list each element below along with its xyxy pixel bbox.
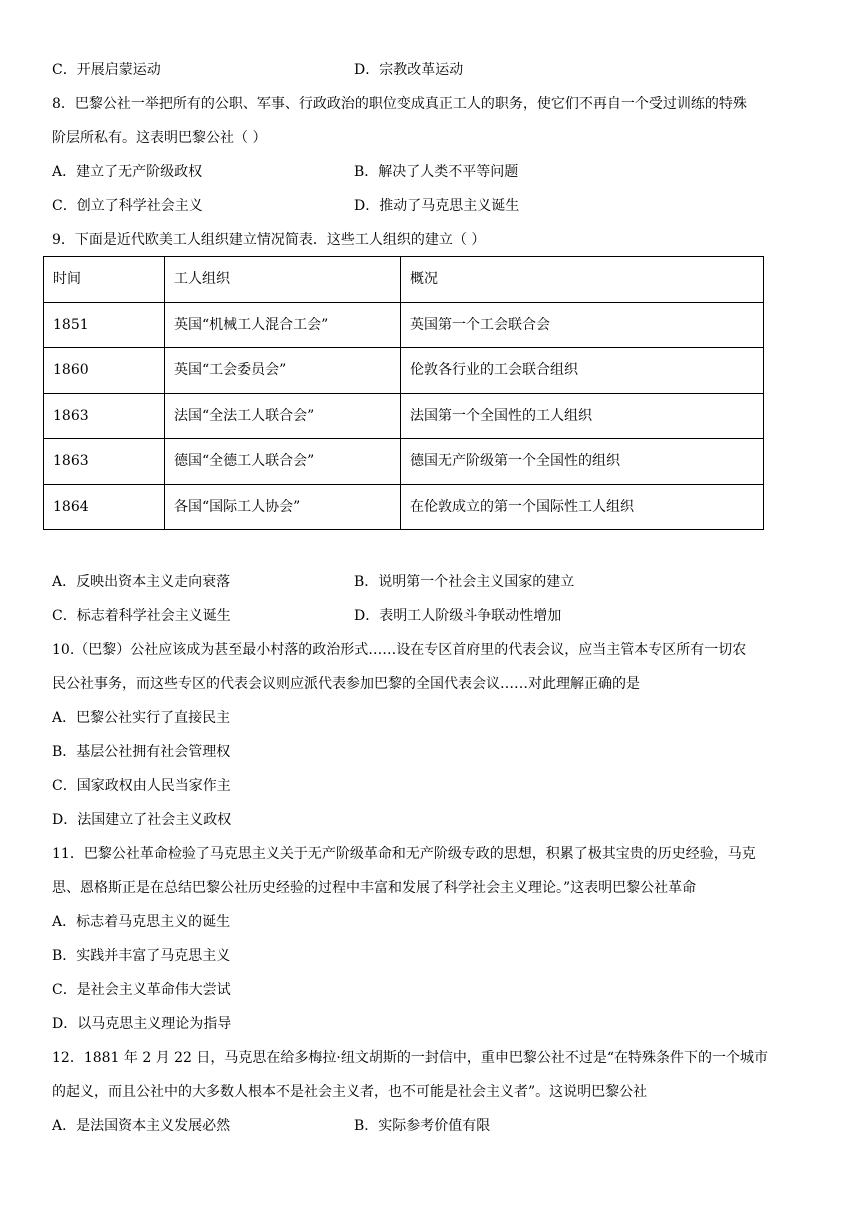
q8-option-b[interactable]: B．解决了人类不平等问题 [354, 164, 519, 180]
q10-stem-line-2: 民公社事务，而这些专区的代表会议则应派代表参加巴黎的全国代表会议……对此理解正确的是 [52, 676, 640, 692]
table-row [44, 302, 764, 348]
table-cell: 英国第一个工会联合会 [401, 302, 764, 348]
q11-option-d[interactable]: D．以马克思主义理论为指导 [52, 1016, 232, 1032]
q10-option-b[interactable]: B．基层公社拥有社会管理权 [52, 744, 231, 760]
table-row [44, 393, 764, 439]
q10-stem-line-1: 10.（巴黎）公社应该成为甚至最小村落的政治形式……设在专区首府里的代表会议，应当主管本专区所有一切农 [52, 642, 747, 658]
q9-option-a[interactable]: A．反映出资本主义走向衰落 [52, 574, 231, 590]
q8-option-a[interactable]: A．建立了无产阶级政权 [52, 164, 203, 180]
q8-stem-line-1: 8．巴黎公社一举把所有的公职、军事、行政政治的职位变成真正工人的职务，使它们不再自一个受过训练的特殊 [52, 96, 747, 112]
q9-option-d[interactable]: D．表明工人阶级斗争联动性增加 [354, 608, 562, 624]
q8-stem-line-2: 阶层所私有。这表明巴黎公社（ ） [52, 130, 267, 146]
table-header-row [44, 257, 764, 303]
q8-option-c[interactable]: C．创立了科学社会主义 [52, 198, 203, 214]
table-header-cell: 概况 [401, 257, 764, 303]
table-cell: 伦敦各行业的工会联合组织 [401, 348, 764, 394]
table-cell: 德国无产阶级第一个全国性的组织 [401, 439, 764, 485]
q11-option-b[interactable]: B．实践并丰富了马克思主义 [52, 948, 231, 964]
q8-option-d[interactable]: D．推动了马克思主义诞生 [354, 198, 520, 214]
q12-option-b[interactable]: B．实际参考价值有限 [354, 1118, 491, 1134]
q12-stem-line-2: 的起义，而且公社中的大多数人根本不是社会主义者，也不可能是社会主义者”。这说明巴黎公社 [52, 1084, 648, 1100]
table-cell: 1851 [44, 302, 165, 348]
table-cell: 1860 [44, 348, 165, 394]
q11-stem-line-1: 11．巴黎公社革命检验了马克思主义关于无产阶级革命和无产阶级专政的思想，积累了极其宝贵的历史经验，马克 [52, 846, 756, 862]
table-cell: 1863 [44, 439, 165, 485]
table-cell: 英国“工会委员会” [165, 348, 401, 394]
q7-option-c[interactable]: C．开展启蒙运动 [52, 62, 161, 78]
table-cell: 德国“全德工人联合会” [165, 439, 401, 485]
worker-organizations-table [43, 256, 764, 530]
q9-option-c[interactable]: C．标志着科学社会主义诞生 [52, 608, 231, 624]
q10-option-c[interactable]: C．国家政权由人民当家作主 [52, 778, 231, 794]
q7-option-d[interactable]: D．宗教改革运动 [354, 62, 464, 78]
q12-stem-line-1: 12．1881 年 2 月 22 日，马克思在给多梅拉·纽文胡斯的一封信中，重申巴黎公社不过是“在特殊条件下的一个城市 [52, 1050, 769, 1066]
q10-option-d[interactable]: D．法国建立了社会主义政权 [52, 812, 232, 828]
table-cell: 英国“机械工人混合工会” [165, 302, 401, 348]
q9-stem: 9．下面是近代欧美工人组织建立情况简表．这些工人组织的建立（ ） [52, 232, 486, 248]
table-cell: 法国第一个全国性的工人组织 [401, 393, 764, 439]
table-cell: 1863 [44, 393, 165, 439]
q11-stem-line-2: 思、恩格斯正是在总结巴黎公社历史经验的过程中丰富和发展了科学社会主义理论。”这表明巴黎公社革命 [52, 880, 697, 896]
q11-option-a[interactable]: A．标志着马克思主义的诞生 [52, 914, 231, 930]
table-cell: 法国“全法工人联合会” [165, 393, 401, 439]
q10-option-a[interactable]: A．巴黎公社实行了直接民主 [52, 710, 231, 726]
table-row [44, 484, 764, 530]
table-row [44, 439, 764, 485]
table-row [44, 348, 764, 394]
q11-option-c[interactable]: C．是社会主义革命伟大尝试 [52, 982, 231, 998]
table-cell: 各国“国际工人协会” [165, 484, 401, 530]
q12-option-a[interactable]: A．是法国资本主义发展必然 [52, 1118, 231, 1134]
table-cell: 在伦敦成立的第一个国际性工人组织 [401, 484, 764, 530]
table-header-cell: 时间 [44, 257, 165, 303]
table-header-cell: 工人组织 [165, 257, 401, 303]
q9-option-b[interactable]: B．说明第一个社会主义国家的建立 [354, 574, 575, 590]
table-cell: 1864 [44, 484, 165, 530]
